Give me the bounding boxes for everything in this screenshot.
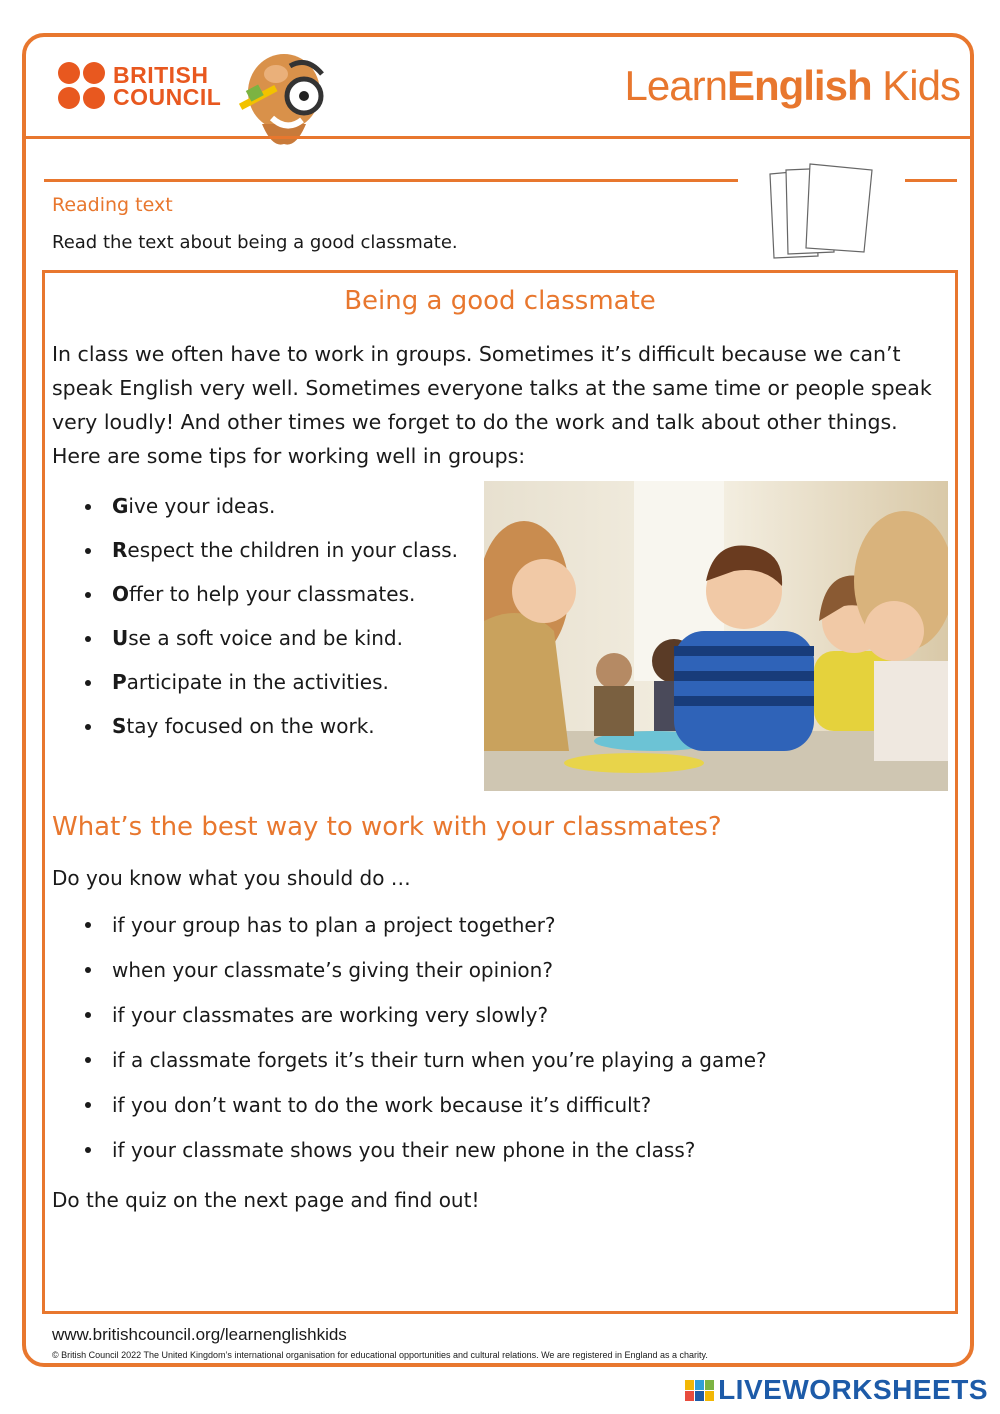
question-text: if a classmate forgets it’s their turn when you’re playing a game? bbox=[112, 1048, 767, 1072]
learnenglish-kids-logo bbox=[625, 62, 960, 110]
tip-text: se a soft voice and be kind. bbox=[128, 626, 403, 650]
instruction-text: Read the text about being a good classmate. bbox=[52, 232, 458, 253]
tip-initial: G bbox=[112, 494, 129, 518]
lek-english: English bbox=[726, 62, 872, 109]
list-item bbox=[80, 706, 458, 750]
british-council-logo bbox=[58, 62, 221, 109]
papers-icon bbox=[766, 160, 878, 262]
bullet-icon bbox=[85, 1147, 91, 1153]
list-item bbox=[80, 949, 767, 994]
bullet-icon bbox=[85, 592, 91, 598]
list-item bbox=[80, 486, 458, 530]
tip-initial: O bbox=[112, 582, 130, 606]
tip-text: espect the children in your class. bbox=[127, 538, 459, 562]
liveworksheets-text: LIVEWORKSHEETS bbox=[718, 1374, 988, 1405]
list-item bbox=[80, 1039, 767, 1084]
liveworksheets-logo bbox=[685, 1374, 988, 1406]
bullet-icon bbox=[85, 922, 91, 928]
classroom-photo bbox=[484, 481, 948, 791]
question-lead: Do you know what you should do … bbox=[52, 866, 411, 890]
question-title: What’s the best way to work with your classmates? bbox=[52, 812, 722, 842]
lek-kids: Kids bbox=[871, 62, 960, 109]
list-item bbox=[80, 574, 458, 618]
footer-copyright: © British Council 2022 The United Kingdom’s international organisation for educational opportunities and cultural relations. We are registered in England as a charity. bbox=[52, 1350, 708, 1360]
header-divider bbox=[26, 136, 974, 139]
lek-learn: Learn bbox=[624, 62, 727, 109]
bullet-icon bbox=[85, 724, 91, 730]
tip-initial: P bbox=[112, 670, 127, 694]
footer-url[interactable]: www.britishcouncil.org/learnenglishkids bbox=[52, 1325, 347, 1344]
bullet-icon bbox=[85, 548, 91, 554]
list-item bbox=[80, 530, 458, 574]
list-item bbox=[80, 662, 458, 706]
section-divider-left bbox=[44, 179, 738, 182]
question-text: if your group has to plan a project together? bbox=[112, 913, 556, 937]
list-item bbox=[80, 904, 767, 949]
liveworksheets-icon bbox=[685, 1380, 714, 1401]
list-item bbox=[80, 618, 458, 662]
tips-list bbox=[80, 486, 458, 750]
question-text: if your classmates are working very slowly? bbox=[112, 1003, 549, 1027]
question-text: when your classmate’s giving their opinion? bbox=[112, 958, 553, 982]
section-divider-right bbox=[905, 179, 957, 182]
list-item bbox=[80, 1084, 767, 1129]
british-council-dots-icon bbox=[58, 62, 105, 109]
tip-initial: R bbox=[112, 538, 128, 562]
bullet-icon bbox=[85, 636, 91, 642]
tip-text: ive your ideas. bbox=[128, 494, 276, 518]
bullet-icon bbox=[85, 967, 91, 973]
list-item bbox=[80, 994, 767, 1039]
bc-logo-line2: COUNCIL bbox=[113, 83, 222, 110]
bullet-icon bbox=[85, 1057, 91, 1063]
bullet-icon bbox=[85, 1012, 91, 1018]
closing-text: Do the quiz on the next page and find out! bbox=[52, 1188, 480, 1212]
bullet-icon bbox=[85, 1102, 91, 1108]
tip-text: tay focused on the work. bbox=[126, 714, 375, 738]
article-title: Being a good classmate bbox=[344, 286, 656, 316]
bullet-icon bbox=[85, 504, 91, 510]
list-item bbox=[80, 1129, 767, 1174]
article-intro: In class we often have to work in groups. Sometimes it’s difficult because we can’t speak English very well. Sometimes everyone talks at the same time or people speak very loudly! And other times we forget to do the work and talk about other things. Here are some tips for working well in groups: bbox=[52, 342, 932, 468]
tip-text: articipate in the activities. bbox=[126, 670, 389, 694]
question-text: if your classmate shows you their new phone in the class? bbox=[112, 1138, 696, 1162]
tip-initial: U bbox=[112, 626, 129, 650]
questions-list bbox=[80, 904, 767, 1174]
bc-logo-line1: BRITISH bbox=[113, 61, 209, 88]
tip-text: ffer to help your classmates. bbox=[129, 582, 416, 606]
tip-initial: S bbox=[112, 714, 127, 738]
bullet-icon bbox=[85, 680, 91, 686]
question-text: if you don’t want to do the work because it’s difficult? bbox=[112, 1093, 652, 1117]
section-label: Reading text bbox=[52, 194, 173, 216]
